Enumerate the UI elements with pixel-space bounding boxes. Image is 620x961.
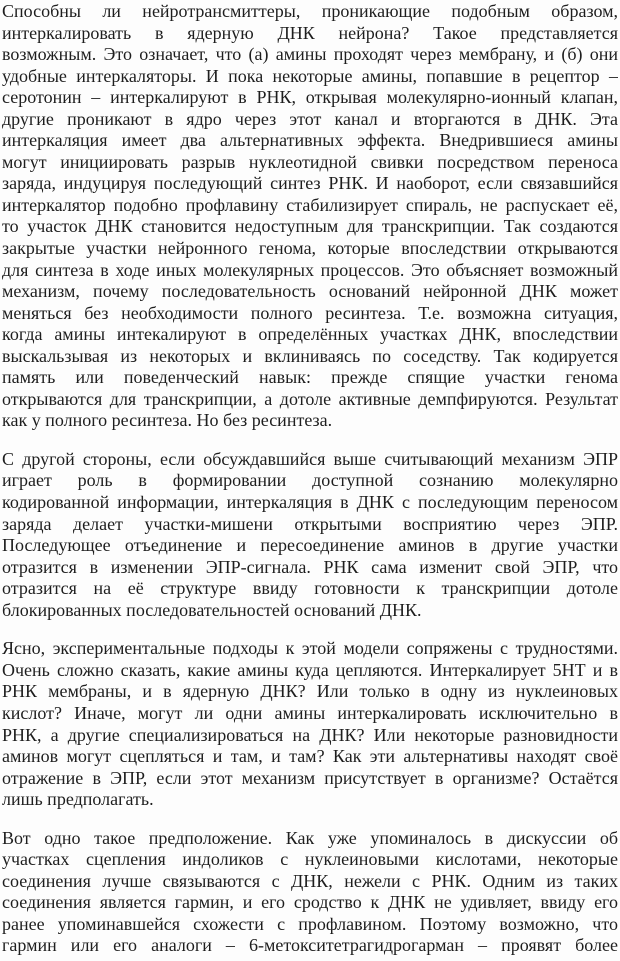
text-line: РНК мембраны, и в ядерную ДНК? Или только в одну из нуклеиновых [2, 681, 618, 702]
text-line: отразится в изменении ЭПР-сигнала. РНК сама изменит свой ЭПР, что [2, 556, 618, 577]
text-line: аминов могут сцепляться и там, и там? Как эти альтернативы находят своё [2, 746, 618, 767]
text-line: кислот? Иначе, могут ли одни амины интеркалировать исключительно в [2, 702, 618, 723]
text-line: лишь предполагать. [2, 789, 154, 810]
text-line: Ясно, экспериментальные подходы к этой модели сопряжены с трудностями. [2, 638, 618, 659]
text-line: Очень сложно сказать, какие амины куда цепляются. Интеркалирует 5НТ и в [2, 659, 618, 680]
text-line: выскальзывая из некоторых и вклиниваясь по соседству. Так кодируется [2, 345, 618, 366]
text-line: отражение в ЭПР, если этот механизм присутствует в организме? Остаётся [2, 767, 618, 788]
text-line: как у полного ресинтеза. Но без ресинтеза. [2, 410, 333, 431]
text-line: заряда делает участки-мишени открытыми восприятию через ЭПР. [2, 513, 618, 534]
text-line: участках сцепления индоликов с нуклеиновыми кислотами, некоторые [2, 849, 618, 870]
paragraph [2, 1, 618, 432]
text-line: интеркаляция имеет два альтернативных эффекта. Внедрившиеся амины [2, 130, 618, 151]
text-line: интеркалятор подобно профлавину стабилизирует спираль, не распускает её, [2, 194, 618, 215]
text-line: соединения лучше связываются с ДНК, нежели с РНК. Одним из таких [2, 870, 618, 891]
text-line: блокированных последовательностей оснований ДНК. [2, 599, 422, 620]
text-line: открываются для транскрипции, а дотоле активные демпфируются. Результат [2, 388, 618, 409]
paragraph [2, 449, 618, 621]
text-line: меняться без необходимости полного ресинтеза. Т.е. возможна ситуация, [2, 302, 618, 323]
text-line: заряда, индуцируя последующий синтез РНК. И наоборот, если связавшийся [2, 173, 618, 194]
text-line: то участок ДНК становится недоступным для транскрипции. Так создаются [2, 216, 618, 237]
text-line: интеркалировать в ядерную ДНК нейрона? Такое представляется [2, 22, 618, 43]
text-line: удобные интеркаляторы. И пока некоторые амины, попавшие в рецептор – [2, 65, 618, 86]
text-line: Вот одно такое предположение. Как уже упоминалось в дискуссии об [2, 827, 618, 848]
text-line: играет роль в формировании доступной сознанию молекулярно [2, 470, 618, 491]
text-line: РНК, а другие специализироваться на ДНК? Или некоторые разновидности [2, 724, 618, 745]
text-line: гармин или его аналоги – 6-метокситетрагидрогарман – проявят более [2, 935, 618, 956]
text-line: Последующее отъединение и пересоединение аминов в другие участки [2, 535, 618, 556]
text-line: отразится на её структуре ввиду готовности к транскрипции дотоле [2, 578, 618, 599]
text-line: другие проникают в ядро через этот канал и вторгаются в ДНК. Эта [2, 108, 618, 129]
text-line: соединения является гармин, и его сродство к ДНК не удивляет, ввиду его [2, 892, 618, 913]
text-line: память или поведенческий навык: прежде спящие участки генома [2, 367, 618, 388]
text-line: ранее упоминавшейся схожести с профлавином. Поэтому возможно, что [2, 913, 618, 934]
text-line: кодированной информации, интеркаляция в ДНК с последующим переносом [2, 492, 618, 513]
text-line: возможным. Это означает, что (а) амины проходят через мембрану, и (б) они [2, 44, 618, 65]
text-line: закрытые участки нейронного генома, которые впоследствии открываются [2, 238, 618, 259]
text-line: когда амины интекалируют в определённых участках ДНК, впоследствии [2, 324, 618, 345]
paragraphs [2, 1, 618, 957]
paragraph [2, 638, 618, 810]
paragraph [2, 828, 618, 957]
text-line: механизм, почему последовательность оснований нейронной ДНК может [2, 281, 618, 302]
text-line: серотонин – интеркалируют в РНК, открывая молекулярно-ионный клапан, [2, 87, 618, 108]
text-line: С другой стороны, если обсуждавшийся выше считывающий механизм ЭПР [2, 448, 618, 469]
text-line: могут инициировать разрыв нуклеотидной свивки посредством переноса [2, 151, 618, 172]
text-line: Способны ли нейротрансмиттеры, проникающие подобным образом, [2, 1, 618, 21]
text-line: для синтеза в ходе иных молекулярных процессов. Это объясняет возможный [2, 259, 618, 280]
